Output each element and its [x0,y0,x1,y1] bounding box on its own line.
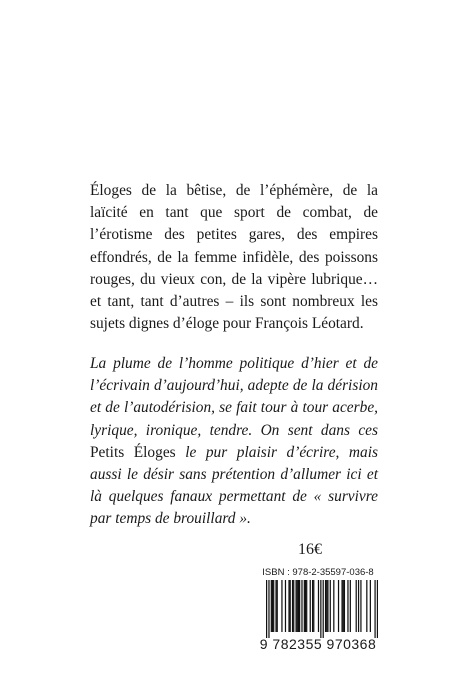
barcode-bar [350,580,351,632]
barcode-bar [306,580,307,632]
barcode-bars [258,580,378,638]
blurb-text-part-2: le pur plaisir d’écrire, mais aussi le désir sans prétention d’allumer ici et là quelques fanaux permettant de « survivre par temps de brouillard ». [90,443,379,528]
barcode-bar [297,580,298,632]
barcode-bar [295,580,296,632]
barcode-bar [281,580,282,632]
barcode-bar [266,580,267,638]
barcode-bar [323,580,324,638]
blurb-text-part-1: La plume de l’homme politique d’hier et de l’écrivain d’aujourd’hui, adepte de la dérision et de l’autodérision, se fait tour à tour acerbe, lyrique, ironique, tendre. On sent dans ces [90,355,378,439]
blurb-book-title: Petits Éloges [90,443,176,461]
barcode-bar [301,580,302,632]
blurb-paragraph [90,353,378,531]
barcode-bar [370,580,371,632]
barcode-bar [304,580,305,632]
barcode-bar [320,580,321,638]
barcode-bar [356,580,357,632]
barcode-bar [360,580,361,632]
barcode-bar [374,580,375,638]
barcode-bar [377,580,378,638]
barcode-bar [272,580,273,632]
barcode-bar [358,580,359,632]
barcode-bar [338,580,339,632]
price-label: 16€ [298,541,322,558]
barcode-bar [313,580,314,632]
barcode-bar [298,580,299,632]
barcode-bar [333,580,334,632]
barcode-bar [299,580,300,632]
barcode-bar [271,580,272,632]
barcode-digits: 9 782355 970368 [259,636,377,652]
barcode-bar [277,580,278,632]
barcode-bar [318,580,319,632]
barcode-bar [343,580,344,632]
barcode-bar [312,580,313,632]
barcode-bar [310,580,311,632]
barcode-bar [341,580,342,632]
barcode-bar [285,580,286,632]
barcode-bar [326,580,327,632]
barcode-bar [305,580,306,632]
barcode-bar [344,580,345,632]
summary-paragraph: Éloges de la bêtise, de l’éphémère, de la laïcité en tant que sport de combat, de l’érotisme des petites gares, des empires effondrés, de la femme infidèle, des poissons rouges, du vieux con, de la vipère lubrique… et tant, tant d’autres – ils sont nombreux les sujets dignes d’éloge pour François Léotard. [90,182,378,333]
barcode-bar [290,580,291,632]
barcode-bar [330,580,331,632]
isbn-label: ISBN : 978-2-35597-036-8 [262,567,374,578]
barcode-bar [292,580,293,632]
barcode-bar [366,580,367,632]
barcode-bar [268,580,269,638]
barcode-bar [273,580,274,632]
barcode-bar [293,580,294,632]
barcode-bar [347,580,348,632]
barcode-bar [275,580,276,632]
barcode [258,580,378,638]
barcode-bar [327,580,328,632]
barcode-bar [288,580,289,632]
barcode-bar [325,580,326,632]
